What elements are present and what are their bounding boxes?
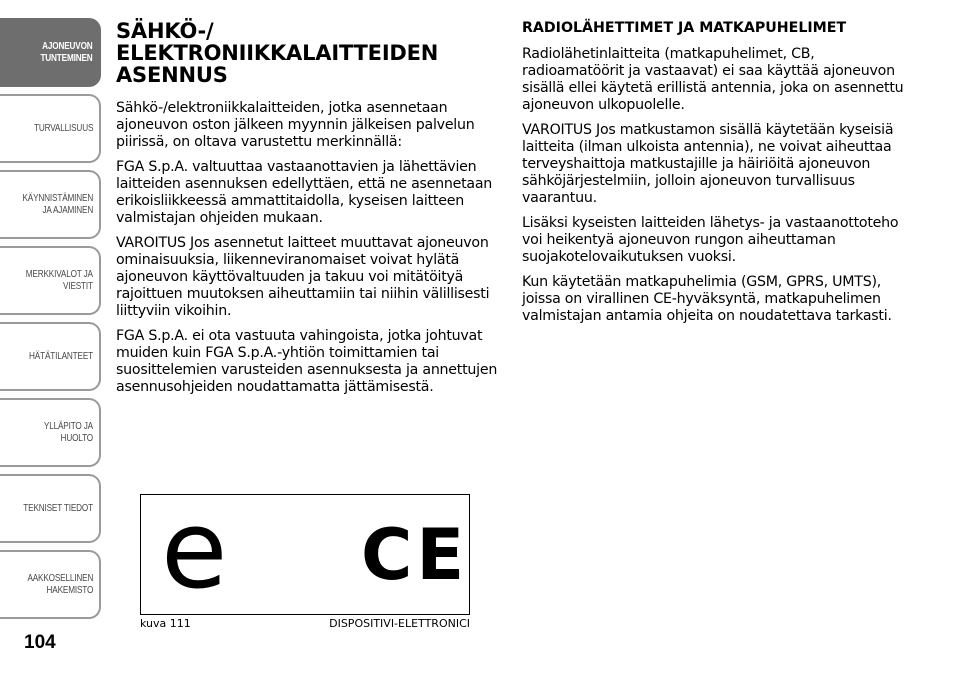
section-electronics-installation: [116, 20, 498, 404]
section-heading: RADIOLÄHETTIMET JA MATKAPUHELIMET: [522, 20, 847, 36]
figure-number: kuva 111: [140, 617, 191, 630]
ce-mark-icon: CE: [361, 514, 469, 596]
paragraph: Lisäksi kyseisten laitteiden lähetys- ja vastaanottoteho voi heikentyä ajoneuvon rungon aiheuttaman suojakotelovaikutuksen vuoksi.: [522, 215, 899, 265]
tab-label: KÄYNNISTÄMINEN JA AJAMINEN: [22, 192, 93, 216]
tab-label: AAKKOSELLINEN HAKEMISTO: [27, 572, 93, 596]
certification-marks-figure: [140, 488, 470, 615]
paragraph: Sähkö-/elektroniikkalaitteiden, jotka asennetaan ajoneuvon oston jälkeen myynnin jälkeisen palvelun piirissä, on oltava varustettu merkinnällä:: [116, 100, 475, 150]
figure-caption: [140, 617, 470, 630]
paragraph: Radiolähetinlaitteita (matkapuhelimet, CB, radioamatöörit ja vastaavat) ei saa käyttää ajoneuvon sisällä ellei käytetä erillistä antennia, joka on asennettu ajoneuvon ulkopuolelle.: [522, 46, 904, 113]
tab-label: HÄTÄTILANTEET: [29, 350, 93, 362]
paragraph: Kun käytetään matkapuhelimia (GSM, GPRS, UMTS), joissa on virallinen CE-hyväksyntä, matkapuhelimen valmistajan antamia ohjeita on noudatettava tarkasti.: [522, 274, 892, 324]
tab-yllapito-ja-huolto[interactable]: [0, 398, 101, 467]
tab-merkkivalot-ja-viestit[interactable]: [0, 246, 101, 315]
tab-ajoneuvon-tunteminen[interactable]: [0, 18, 101, 87]
tab-kaynnistaminen-ja-ajaminen[interactable]: [0, 170, 101, 239]
paragraph: FGA S.p.A. ei ota vastuuta vahingoista, jotka johtuvat muiden kuin FGA S.p.A.-yhtiön toimittamien tai suosittelemien varusteiden asennuksesta ja annettujen asennusohjeiden noudattamatta jättämisestä.: [116, 328, 498, 395]
e-mark-icon: e: [161, 488, 228, 613]
warning-paragraph: VAROITUS Jos asennetut laitteet muuttavat ajoneuvon ominaisuuksia, liikenneviranomaiset voivat hylätä ajoneuvon käyttövaltuuden ja takuu voi mitätöityä rajoittuen muutoksen aiheuttamiin tai niihin välillisesti liittyviin vikoihin.: [116, 235, 490, 319]
tab-aakkosellinen-hakemisto[interactable]: [0, 550, 101, 619]
warning-paragraph: VAROITUS Jos matkustamon sisällä käytetään kyseisiä laitteita (ilman ulkoista antennia), ne voivat aiheuttaa terveyshaittoja matkustajille ja häiriöitä ajoneuvon sähköjärjestelmiin, jolloin ajoneuvon turvallisuus vaarantuu.: [522, 122, 894, 206]
section-heading: SÄHKÖ-/ ELEKTRONIIKKALAITTEIDEN ASENNUS: [116, 19, 439, 87]
tab-label: TEKNISET TIEDOT: [23, 502, 93, 514]
page-number: 104: [24, 632, 56, 653]
tab-tekniset-tiedot[interactable]: [0, 474, 101, 543]
tab-turvallisuus[interactable]: [0, 94, 101, 163]
section-radio-transmitters: [522, 20, 912, 333]
tab-hatatilanteet[interactable]: [0, 322, 101, 391]
paragraph: FGA S.p.A. valtuuttaa vastaanottavien ja lähettävien laitteiden asennuksen edellyttäen, että ne asennetaan erikoisliikkeessä ammattitaidolla, kyseisen laitteen valmistajan ohjeiden mukaan.: [116, 159, 493, 226]
tab-label: AJONEUVON TUNTEMINEN: [40, 40, 93, 64]
figure-code: DISPOSITIVI-ELETTRONICI: [329, 617, 470, 630]
tab-label: MERKKIVALOT JA VIESTIT: [25, 268, 93, 292]
chapter-tabs: [0, 18, 101, 626]
tab-label: TURVALLISUUS: [33, 122, 93, 134]
tab-label: YLLÄPITO JA HUOLTO: [43, 420, 93, 444]
